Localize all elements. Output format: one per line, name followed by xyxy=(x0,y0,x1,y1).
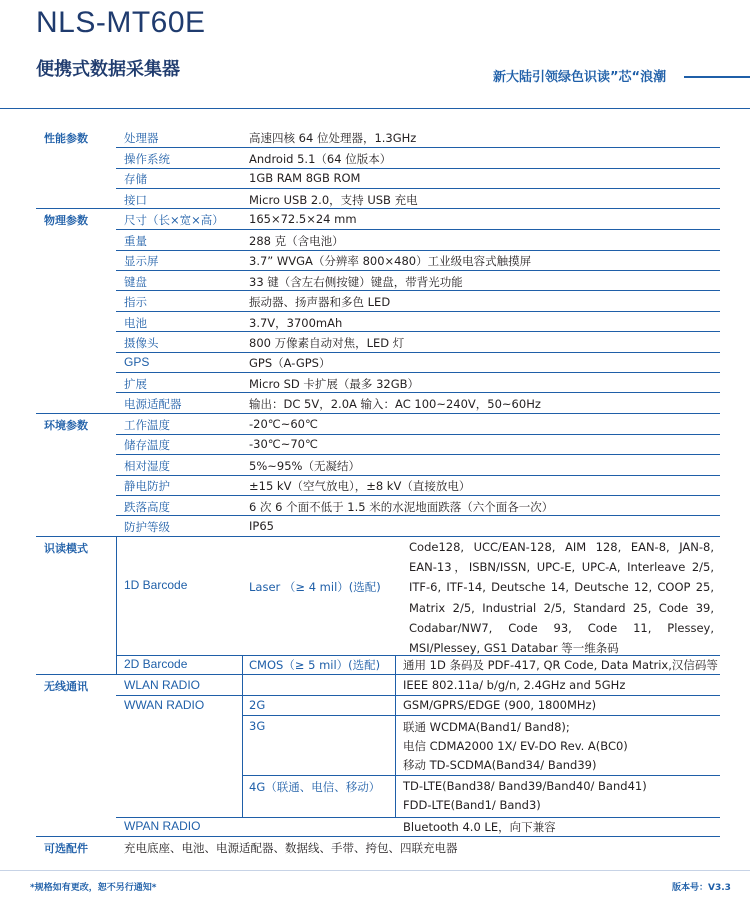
spec-label: 显示屏 xyxy=(124,254,159,268)
section-divider xyxy=(36,674,116,675)
spec-value: 6 次 6 个面不低于 1.5 米的水泥地面跌落（六个面各一次） xyxy=(249,500,554,514)
spec-label: 防护等级 xyxy=(124,520,170,534)
column-divider xyxy=(116,536,117,674)
spec-label: 电源适配器 xyxy=(124,397,182,411)
row-divider xyxy=(242,715,720,716)
footer-note: *规格如有更改，恕不另行通知* xyxy=(30,883,157,893)
footer-divider xyxy=(0,870,750,871)
row-divider xyxy=(116,331,720,332)
section-reading: 识读模式 xyxy=(44,542,88,555)
row-divider xyxy=(116,168,720,169)
section-divider xyxy=(36,208,116,209)
spec-label: 操作系统 xyxy=(124,152,170,166)
wwan-4g-line: TD-LTE(Band38/ Band39/Band40/ Band41) xyxy=(403,779,647,793)
wlan-value: IEEE 802.11a/ b/g/n, 2.4GHz and 5GHz xyxy=(403,678,626,692)
barcode-1d-codes: Code128, UCC/EAN-128, AIM 128, EAN-8, JAN-8, EAN-13，ISBN/ISSN, UPC-E, UPC-A, Interleave 2/5, ITF-6, ITF-14, Deutsche 14, Deutsche 12, COOP 25, Matrix 2/5, Industrial 2/5, Standard 25, Code 39, Codabar/NW7, Code 93, Code 11, Plessey, MSI/Plessey, GS1 Databar 等一维条码 xyxy=(409,540,714,656)
row-divider xyxy=(116,290,720,291)
spec-value: 3.7” WVGA（分辨率 800×480）工业级电容式触摸屏 xyxy=(249,254,532,268)
spec-label: 相对湿度 xyxy=(124,459,170,473)
wwan-3g-line: 联通 WCDMA(Band1/ Band8); xyxy=(403,720,570,734)
barcode-1d-label: 1D Barcode xyxy=(124,578,188,592)
row-divider xyxy=(116,229,720,230)
wwan-2g-value: GSM/GPRS/EDGE (900, 1800MHz) xyxy=(403,698,597,712)
wwan-3g-line: 电信 CDMA2000 1X/ EV-DO Rev. A(BC0) xyxy=(403,739,628,753)
spec-value: Micro USB 2.0，支持 USB 充电 xyxy=(249,193,418,207)
row-divider xyxy=(116,674,720,675)
barcode-1d-type: Laser （≥ 4 mil）(选配) xyxy=(249,580,381,594)
row-divider xyxy=(116,475,720,476)
model-title: NLS-MT60E xyxy=(36,6,206,39)
wwan-3g-line: 移动 TD-SCDMA(Band34/ Band39) xyxy=(403,758,597,772)
section-environment: 环境参数 xyxy=(44,419,88,432)
row-divider xyxy=(116,434,720,435)
spec-value: IP65 xyxy=(249,519,274,533)
product-subtitle: 便携式数据采集器 xyxy=(36,59,180,80)
row-divider xyxy=(116,208,720,209)
header-divider xyxy=(0,108,750,109)
barcode-2d-label: 2D Barcode xyxy=(124,657,188,671)
row-divider xyxy=(242,775,720,776)
row-divider xyxy=(116,352,720,353)
spec-label: 储存温度 xyxy=(124,438,170,452)
slogan-underline xyxy=(684,76,750,78)
spec-value: 33 键（含左右侧按键）键盘，带背光功能 xyxy=(249,275,463,289)
spec-label: 处理器 xyxy=(124,131,159,145)
spec-label: 尺寸（长×宽×高） xyxy=(124,213,224,227)
row-divider xyxy=(116,250,720,251)
spec-value: 800 万像素自动对焦，LED 灯 xyxy=(249,336,405,350)
spec-value: 165×72.5×24 mm xyxy=(249,212,357,226)
spec-label: 工作温度 xyxy=(124,418,170,432)
spec-value: 5%~95%（无凝结） xyxy=(249,459,360,473)
spec-value: 振动器、扬声器和多色 LED xyxy=(249,295,391,309)
spec-label: 接口 xyxy=(124,193,147,207)
spec-label: 指示 xyxy=(124,295,147,309)
barcode-2d-type: CMOS（≥ 5 mil）(选配) xyxy=(249,658,381,672)
spec-label: 电池 xyxy=(124,316,147,330)
wwan-4g-label: 4G（联通、电信、移动） xyxy=(249,780,381,794)
spec-label: 摄像头 xyxy=(124,336,159,350)
spec-label: 键盘 xyxy=(124,275,147,289)
row-divider xyxy=(116,695,720,696)
spec-value: 高速四核 64 位处理器，1.3GHz xyxy=(249,131,417,145)
row-divider xyxy=(116,655,720,656)
accessories-value: 充电底座、电池、电源适配器、数据线、手带、挎包、四联充电器 xyxy=(124,841,458,855)
spec-value: 288 克（含电池） xyxy=(249,234,344,248)
spec-value: Micro SD 卡扩展（最多 32GB） xyxy=(249,377,420,391)
row-divider xyxy=(116,147,720,148)
row-divider xyxy=(116,413,720,414)
spec-value: -30℃~70℃ xyxy=(249,437,318,451)
spec-label: 存储 xyxy=(124,172,147,186)
slogan: 新大陆引领绿色识读”芯“浪潮 xyxy=(493,70,667,85)
spec-label: 静电防护 xyxy=(124,479,170,493)
spec-value: GPS（A-GPS） xyxy=(249,356,331,370)
row-divider xyxy=(116,392,720,393)
spec-value: 1GB RAM 8GB ROM xyxy=(249,171,361,185)
wpan-value: Bluetooth 4.0 LE，向下兼容 xyxy=(403,820,556,834)
section-divider xyxy=(36,836,116,837)
wwan-4g-line: FDD-LTE(Band1/ Band3) xyxy=(403,798,541,812)
spec-label: 跌落高度 xyxy=(124,500,170,514)
row-divider xyxy=(116,372,720,373)
row-divider xyxy=(116,817,720,818)
spec-value: ±15 kV（空气放电），±8 kV（直接放电） xyxy=(249,479,471,493)
wpan-label: WPAN RADIO xyxy=(124,819,201,833)
barcode-2d-codes: 通用 1D 条码及 PDF-417, QR Code, Data Matrix,汉信码等 xyxy=(403,658,718,672)
row-divider xyxy=(116,311,720,312)
spec-value: -20℃~60℃ xyxy=(249,417,318,431)
column-divider xyxy=(242,655,243,674)
spec-value: 输出：DC 5V，2.0A 输入：AC 100~240V，50~60Hz xyxy=(249,397,541,411)
wwan-2g-label: 2G xyxy=(249,698,266,712)
row-divider xyxy=(116,454,720,455)
spec-label: GPS xyxy=(124,355,150,369)
row-divider xyxy=(116,836,720,837)
section-wireless: 无线通讯 xyxy=(44,680,88,693)
version-label: 版本号：V3.3 xyxy=(672,883,731,893)
column-divider xyxy=(395,655,396,674)
section-accessories: 可选配件 xyxy=(44,842,88,855)
wwan-label: WWAN RADIO xyxy=(124,698,205,712)
spec-value: Android 5.1（64 位版本） xyxy=(249,152,392,166)
section-divider xyxy=(36,536,116,537)
spec-value: 3.7V，3700mAh xyxy=(249,316,343,330)
section-physical: 物理参数 xyxy=(44,214,88,227)
wlan-label: WLAN RADIO xyxy=(124,678,201,692)
row-divider xyxy=(116,270,720,271)
row-divider xyxy=(116,495,720,496)
row-divider xyxy=(116,188,720,189)
section-performance: 性能参数 xyxy=(44,132,88,145)
spec-label: 扩展 xyxy=(124,377,147,391)
section-divider xyxy=(36,413,116,414)
spec-label: 重量 xyxy=(124,234,147,248)
row-divider xyxy=(116,515,720,516)
wwan-3g-label: 3G xyxy=(249,719,266,733)
